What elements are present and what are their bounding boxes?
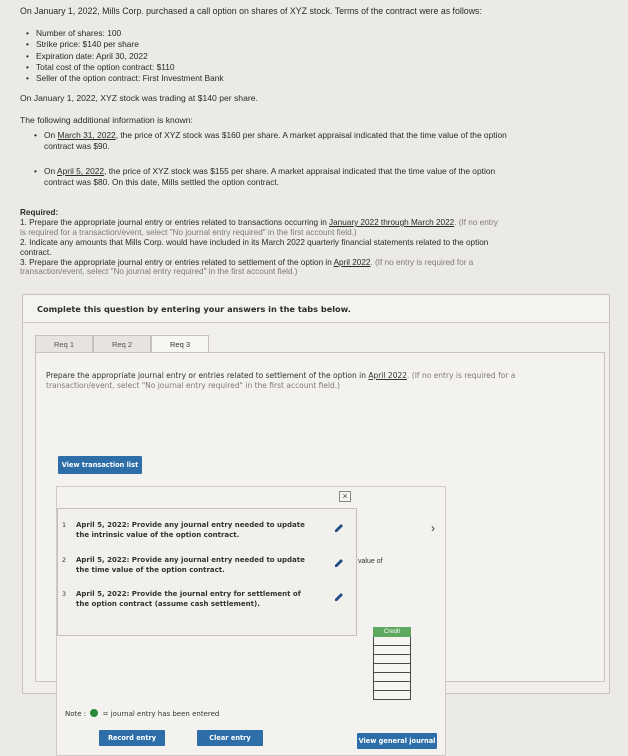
view-transaction-list-button[interactable]: View transaction list (58, 456, 142, 474)
credit-cell[interactable] (373, 682, 411, 691)
term-shares: • Number of shares: 100 (36, 28, 224, 39)
credit-cell[interactable] (373, 655, 411, 664)
question-box-header: Complete this question by entering your answers in the tabs below. (23, 295, 609, 323)
required-1: 1. Prepare the appropriate journal entry or entries related to transactions occurring in January 2022 through March 2022. (If no entry is required for a transaction/event, select "No journal entry required" in the first account field.) (20, 217, 498, 237)
credit-cell[interactable] (373, 691, 411, 700)
additional-intro: The following additional information is known: (20, 115, 193, 125)
credit-column (373, 627, 411, 700)
transaction-list: 1 April 5, 2022: Provide any journal entry needed to update the intrinsic value of the option contract. 2 April 5, 2022: Provide any journal entry needed to update the time value of the option contract. 3 April 5, 2022: Provide the journal entry for settlement of the option contract (assume cash settlement). (57, 508, 357, 636)
term-expiration: • Expiration date: April 30, 2022 (36, 51, 224, 62)
contract-terms-list (36, 28, 224, 84)
transaction-list-modal (56, 486, 446, 756)
pencil-icon[interactable] (334, 558, 344, 568)
tab-req-1[interactable]: Req 1 (35, 335, 93, 353)
record-entry-button[interactable]: Record entry (99, 730, 165, 746)
credit-header: Credit (373, 627, 411, 637)
question-box (22, 294, 610, 745)
tab-req-2[interactable]: Req 2 (93, 335, 151, 353)
view-general-journal-button[interactable]: View general journal (357, 733, 437, 749)
required-section (20, 208, 595, 277)
required-3: 3. Prepare the appropriate journal entry or entries related to settlement of the option in April 2022. (If no entry is required for a transaction/event, select "No journal entry required" in the first account field.) (20, 257, 474, 277)
term-seller: • Seller of the option contract: First Investment Bank (36, 73, 224, 84)
pencil-icon[interactable] (334, 523, 344, 533)
panel-instructions: Prepare the appropriate journal entry or entries related to settlement of the option in April 2022. (If no entry is required for a transaction/event, select "No journal entry required" in the first account field.) (46, 371, 516, 390)
required-2: 2. Indicate any amounts that Mills Corp. would have included in its March 2022 quarterly financial statements related to the option contract. (20, 237, 489, 257)
additional-info-march: • On March 31, 2022, the price of XYZ stock was $160 per share. A market appraisal indicated that the time value of the option contract was $90. (34, 130, 507, 151)
tab-req-3[interactable]: Req 3 (151, 335, 209, 353)
date-link-march: March 31, 2022 (57, 130, 116, 140)
required-header: Required: (20, 208, 59, 217)
credit-cell[interactable] (373, 673, 411, 682)
chevron-right-icon[interactable]: › (431, 521, 435, 535)
credit-cell[interactable] (373, 664, 411, 673)
close-icon[interactable]: × (339, 491, 351, 502)
note-legend: Note : = journal entry has been entered (65, 710, 220, 718)
date-link-april: April 5, 2022 (57, 166, 105, 176)
tab-bar (35, 335, 209, 353)
entered-dot-icon (90, 709, 98, 717)
credit-cell[interactable] (373, 637, 411, 646)
additional-info-april: • On April 5, 2022, the price of XYZ stock was $155 per share. A market appraisal indicated that the time value of the option contract was $80. On this date, Mills settled the option contract. (34, 166, 496, 187)
intro-text: On January 1, 2022, Mills Corp. purchased a call option on shares of XYZ stock. Terms of the contract were as follows: (20, 6, 482, 16)
pencil-icon[interactable] (334, 592, 344, 602)
clear-entry-button[interactable]: Clear entry (197, 730, 263, 746)
jan-trading-text: On January 1, 2022, XYZ stock was trading at $140 per share. (20, 93, 258, 103)
term-strike: • Strike price: $140 per share (36, 39, 224, 50)
tab-panel-req-3 (35, 352, 605, 745)
value-of-text: value of (358, 558, 383, 565)
credit-cell[interactable] (373, 646, 411, 655)
term-cost: • Total cost of the option contract: $110 (36, 62, 224, 73)
